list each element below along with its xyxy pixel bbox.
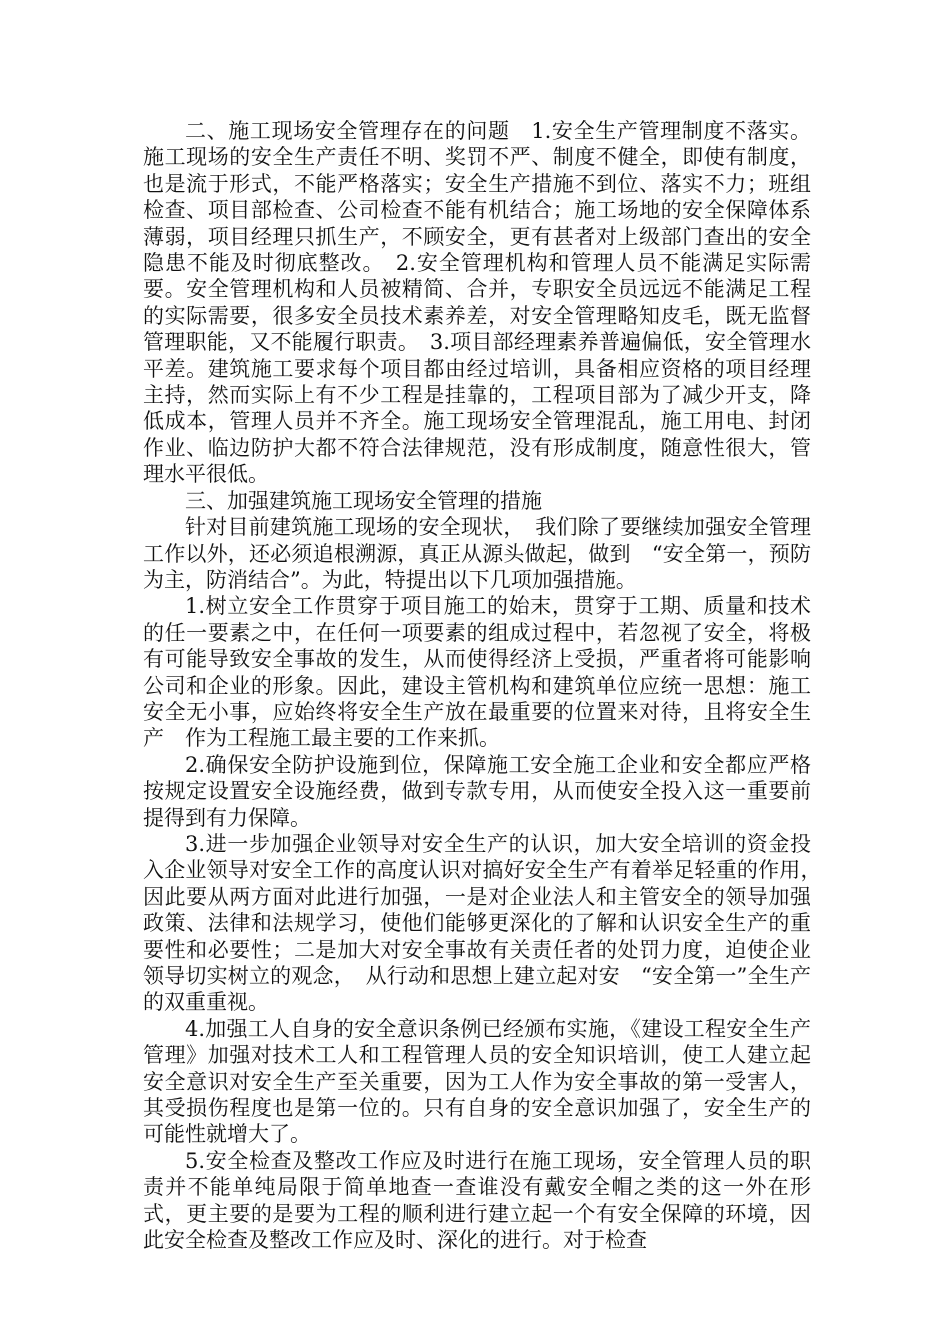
section-heading-measures: 三、加强建筑施工现场安全管理的措施 [185,488,542,513]
paragraph-measure-2: 2.确保安全防护设施到位，保障施工安全施工企业和安全都应严格按规定设置安全设施经费，做到专款专用，从而使安全投入这一重要前提得到有力保障。 [143,752,811,830]
paragraph-measure-3: 3.进一步加强企业领导对安全生产的认识，加大安全培训的资金投入企业领导对安全工作的高度认识对搞好安全生产有着举足轻重的作用， 因此要从两方面对此进行加强，一是对企业法人和主管安全的领导加强政策、法律和法规学习，使他们能够更深化的了解和认识安全生产的重要性和必要性；二是加大对安全事故有关责任者的处罚力度，迫使企业领导切实树立的观念， 从行动和思想上建立起对安 “安全第一”全生产的双重重视。 [143,831,832,1015]
paragraph-intro-measures: 针对目前建筑施工现场的安全现状， 我们除了要继续加强安全管理工作以外，还必须追根溯源，真正从源头做起，做到 “安全第一，预防为主，防消结合”。为此，特提出以下几项加强措施。 [143,515,811,592]
paragraph-measure-5: 5.安全检查及整改工作应及时进行在施工现场，安全管理人员的职责并不能单纯局限于简单地查一查谁没有戴安全帽之类的这一外在形式，更主要的是要为工程的顺利进行建立起一个有安全保障的环境，因此安全检查及整改工作应及时、深化的进行。对于检查 [143,1148,811,1253]
paragraph-measure-1: 1.树立安全工作贯穿于项目施工的始末，贯穿于工期、质量和技术的任一要素之中，在任何一项要素的组成过程中，若忽视了安全，将极有可能导致安全事故的发生，从而使得经济上受损，严重者将可能影响公司和企业的形象。因此，建设主管机构和建筑单位应统一思想：施工安全无小事，应始终将安全生产放在最重要的位置来对待，且将安全生产 作为工程施工最主要的工作来抓。 [143,594,811,751]
document-body [143,118,832,1253]
paragraph-measure-4: 4.加强工人自身的安全意识条例已经颁布实施，《建设工程安全生产管理》加强对技术工人和工程管理人员的安全知识培训，使工人建立起安全意识对安全生产至关重要，因为工人作为安全事故的第一受害人，其受损伤程度也是第一位的。只有自身的安全意识加强了，安全生产的可能性就增大了。 [143,1016,811,1147]
paragraph-problems: 二、施工现场安全管理存在的问题 1.安全生产管理制度不落实。施工现场的安全生产责任不明、奖罚不严、制度不健全，即使有制度，也是流于形式，不能严格落实；安全生产措施不到位、落实不力；班组检查、项目部检查、公司检查不能有机结合；施工场地的安全保障体系薄弱，项目经理只抓生产，不顾安全，更有甚者对上级部门查出的安全隐患不能及时彻底整改。 2.安全管理机构和管理人员不能满足实际需要。安全管理机构和人员被精简、合并，专职安全员远远不能满足工程的实际需要，很多安全员技术素养差，对安全管理略知皮毛，既无监督管理职能，又不能履行职责。 3.项目部经理素养普遍偏低，安全管理水平差。建筑施工要求每个项目都由经过培训，具备相应资格的项目经理主持，然而实际上有不少工程是挂靠的，工程项目部为了减少开支，降低成本，管理人员并不齐全。施工现场安全管理混乱，施工用电、封闭作业、临边防护大都不符合法律规范，没有形成制度，随意性很大，管理水平很低。 [143,119,811,487]
